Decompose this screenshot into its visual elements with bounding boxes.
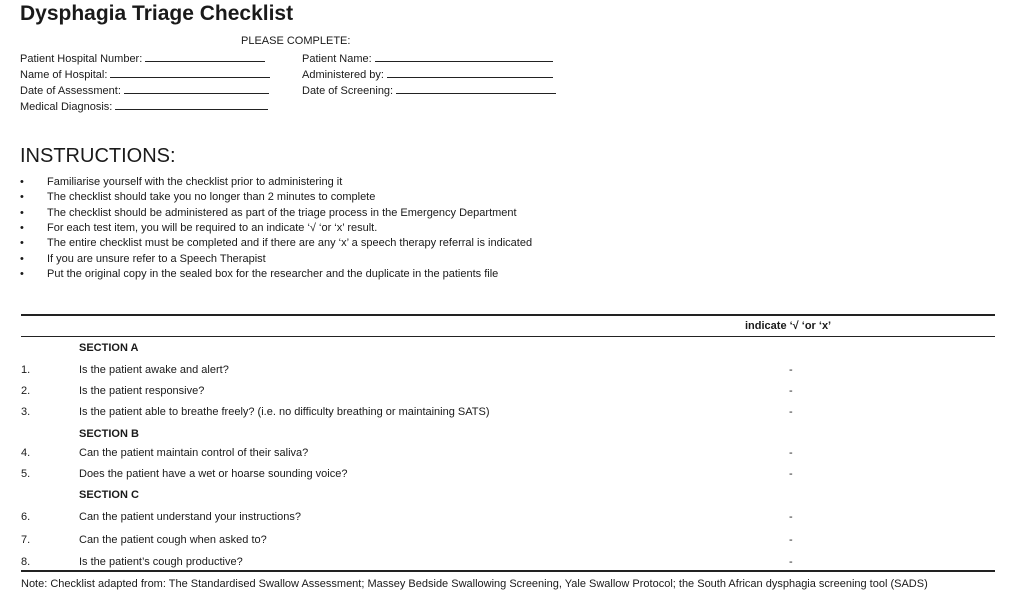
footnote: Note: Checklist adapted from: The Standardised Swallow Assessment; Massey Bedside Swallowing Screening, Yale Swallow Protocol; the South African dysphagia screening tool (SADS)	[21, 578, 928, 590]
item-number: 2.	[21, 385, 31, 397]
item-result[interactable]: -	[789, 406, 793, 418]
instruction-text: The entire checklist must be completed and if there are any ‘x’ a speech therapy referral is indicated	[47, 237, 533, 250]
bullet-icon: •	[20, 221, 24, 234]
bullet-icon: •	[20, 237, 24, 250]
item-number: 5.	[21, 468, 31, 480]
instruction-text: If you are unsure refer to a Speech Therapist	[47, 252, 266, 265]
item-number: 6.	[21, 511, 31, 523]
bullet-icon: •	[20, 206, 24, 219]
item-question: Is the patient’s cough productive?	[79, 556, 243, 568]
item-number: 4.	[21, 447, 31, 459]
bullet-icon: •	[20, 191, 24, 204]
item-result[interactable]: -	[789, 385, 793, 397]
patient-hospital-number-field[interactable]	[20, 51, 265, 65]
field-label: Patient Name:	[302, 53, 372, 65]
table-bottom-rule	[21, 570, 995, 572]
item-question: Is the patient awake and alert?	[79, 364, 229, 376]
result-column-header: indicate ‘√ ‘or ‘x’	[745, 320, 832, 332]
field-label: Patient Hospital Number:	[20, 53, 143, 65]
field-label: Medical Diagnosis:	[20, 101, 113, 113]
instruction-text: The checklist should take you no longer than 2 minutes to complete	[47, 191, 376, 204]
item-result[interactable]: -	[789, 364, 793, 376]
table-header-rule	[21, 336, 995, 337]
field-label: Administered by:	[302, 69, 384, 81]
item-result[interactable]: -	[789, 511, 793, 523]
section-b-heading: SECTION B	[79, 428, 139, 440]
item-number: 8.	[21, 556, 31, 568]
item-result[interactable]: -	[789, 447, 793, 459]
page-title: Dysphagia Triage Checklist	[20, 2, 294, 25]
instructions-heading: INSTRUCTIONS:	[20, 145, 176, 167]
item-question: Can the patient maintain control of their saliva?	[79, 447, 309, 459]
field-label: Date of Assessment:	[20, 85, 121, 97]
table-top-rule	[21, 314, 995, 316]
please-complete-label: PLEASE COMPLETE:	[241, 35, 351, 47]
date-of-screening-field[interactable]	[302, 83, 556, 97]
date-of-assessment-field[interactable]	[20, 83, 269, 97]
bullet-icon: •	[20, 176, 24, 188]
bullet-icon: •	[20, 252, 24, 265]
item-result[interactable]: -	[789, 556, 793, 568]
item-result[interactable]: -	[789, 468, 793, 480]
item-question: Does the patient have a wet or hoarse sounding voice?	[79, 468, 348, 480]
medical-diagnosis-field[interactable]	[20, 99, 268, 113]
item-question: Is the patient responsive?	[79, 385, 205, 397]
item-question: Can the patient cough when asked to?	[79, 534, 267, 546]
instruction-text: For each test item, you will be required to an indicate ‘√ ‘or ‘x’ result.	[47, 221, 378, 234]
item-number: 7.	[21, 534, 31, 546]
field-label: Date of Screening:	[302, 85, 394, 97]
administered-by-field[interactable]	[302, 67, 553, 81]
item-result[interactable]: -	[789, 534, 793, 546]
instruction-text: Put the original copy in the sealed box for the researcher and the duplicate in the patients file	[47, 267, 499, 280]
bullet-icon: •	[20, 267, 24, 280]
field-label: Name of Hospital:	[20, 69, 108, 81]
section-a-heading: SECTION A	[79, 342, 139, 354]
item-number: 1.	[21, 364, 31, 376]
patient-name-field[interactable]	[302, 51, 553, 65]
item-question: Can the patient understand your instructions?	[79, 511, 301, 523]
instruction-text: Familiarise yourself with the checklist prior to administering it	[47, 176, 343, 188]
item-question: Is the patient able to breathe freely? (i.e. no difficulty breathing or maintaining SATS)	[79, 406, 490, 418]
instruction-text: The checklist should be administered as part of the triage process in the Emergency Department	[47, 206, 517, 219]
item-number: 3.	[21, 406, 31, 418]
section-c-heading: SECTION C	[79, 489, 139, 501]
hospital-name-field[interactable]	[20, 67, 270, 81]
